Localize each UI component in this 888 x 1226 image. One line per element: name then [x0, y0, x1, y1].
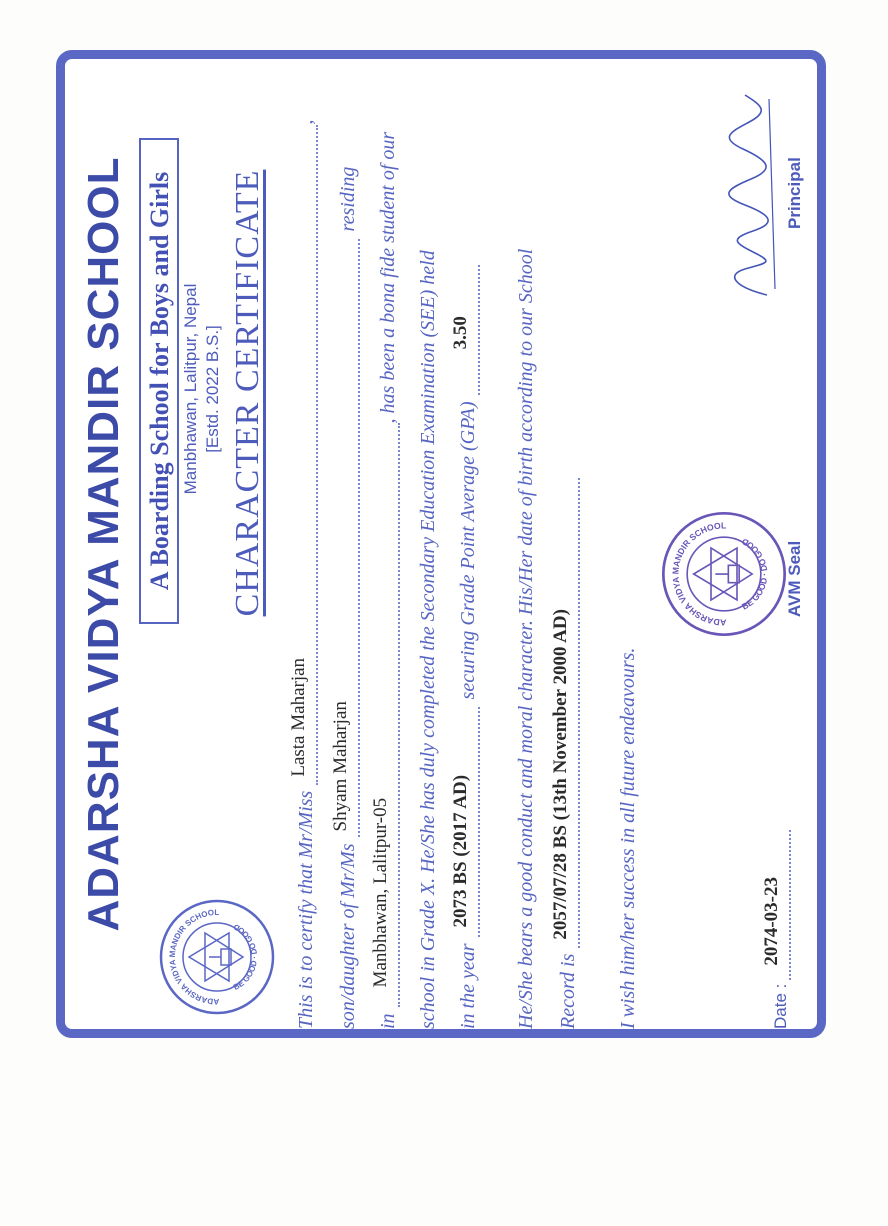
line-certify: This is to certify that Mr/Miss Lasta Maharjan , [288, 119, 317, 1029]
address-value: Manbhawan, Lalitpur-05 [370, 797, 391, 988]
svg-text:BE GOOD · DO GOOD [740, 536, 769, 611]
line7-prefix: Record is [557, 953, 579, 1029]
line-see [417, 250, 440, 1029]
parent-name-value: Shyam Maharjan [330, 701, 351, 832]
school-name: ADARSHA VIDYA MANDIR SCHOOL [79, 156, 128, 932]
school-address: Manbhawan, Lalitpur, Nepal [181, 283, 200, 495]
school-tagline: A Boarding School for Boys and Girls [139, 138, 179, 624]
signature-scribble-icon [715, 89, 785, 299]
school-seal-emblem-icon [157, 897, 277, 1017]
student-name-field [288, 125, 318, 785]
student-name-value: Lasta Maharjan [288, 657, 309, 777]
line2-prefix: son/daughter of Mr/Ms [337, 843, 359, 1029]
line6-text: He/She bears a good conduct and moral character. His/Her date of birth according to our School [515, 248, 537, 1029]
line3-prefix: in [377, 1013, 399, 1029]
dob-value: 2057/07/28 BS (13th November 2000 AD) [550, 609, 571, 940]
svg-text:BE GOOD · DO GOOD [232, 922, 259, 992]
line5-prefix: in the year [457, 943, 479, 1029]
date-label: Date : [771, 983, 790, 1029]
line4-text: school in Grade X. He/She has duly completed the Secondary Education Examination (SEE) held [417, 250, 439, 1029]
principal-signature [715, 89, 790, 299]
avm-seal-label: AVM Seal [785, 540, 804, 617]
date-value: 2074-03-23 [761, 876, 782, 966]
gpa-value: 3.50 [450, 316, 471, 350]
line5-middle: securing Grade Point Average (GPA) [457, 401, 479, 700]
date-field [761, 830, 791, 980]
date-row [761, 830, 791, 1029]
line3-suffix: , has been a bona fide student of our [377, 131, 399, 424]
exam-year-field [450, 707, 480, 937]
line-address [370, 131, 400, 1029]
stamp-ring-bottom-text: BE GOOD · DO GOOD [740, 536, 770, 612]
line1-prefix: This is to certify that Mr/Miss [295, 790, 317, 1029]
line-parent [330, 166, 360, 1029]
school-seal-left [157, 897, 277, 1017]
line2-suffix: residing [337, 166, 359, 232]
gpa-field [450, 265, 480, 395]
certificate-content [65, 59, 817, 1029]
line-dob [550, 478, 580, 1029]
address-field [370, 423, 400, 1007]
line-wish [617, 648, 640, 1029]
parent-name-field [330, 239, 360, 837]
principal-label: Principal [785, 157, 804, 229]
school-established: [Estd. 2022 B.S.] [203, 325, 222, 453]
stamp-ring-top-text: ADARSHA VIDYA MANDIR SCHOOL [670, 520, 727, 628]
avm-seal-emblem-icon [659, 509, 789, 639]
seal-ring-top-text: ADARSHA VIDYA MANDIR SCHOOL [167, 907, 220, 1007]
seal-ring-bottom-text: BE GOOD · DO GOOD [231, 922, 260, 992]
line-character [515, 249, 538, 1029]
exam-year-value: 2073 BS (2017 AD) [450, 774, 471, 928]
line-year-gpa [450, 265, 480, 1029]
avm-seal-stamp [659, 509, 789, 639]
certificate-frame [56, 50, 826, 1038]
dob-field [550, 478, 580, 948]
certificate-heading: CHARACTER CERTIFICATE [229, 169, 266, 617]
line8-text: I wish him/her success in all future endeavours. [617, 647, 639, 1029]
